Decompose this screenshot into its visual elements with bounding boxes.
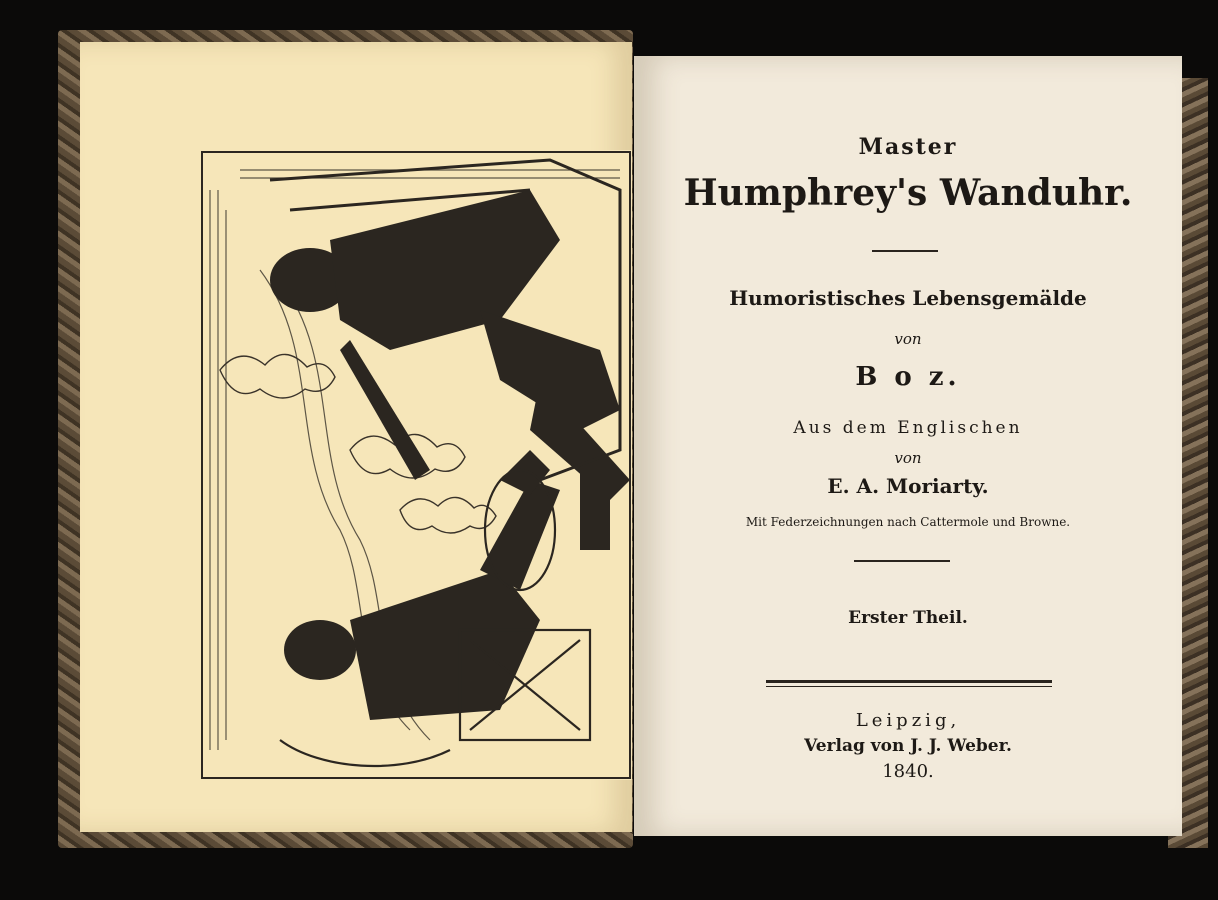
volume-label: Erster Theil. [848, 608, 968, 628]
subtitle: Humoristisches Lebensgemälde [729, 286, 1087, 310]
translation-note: Aus dem Englischen [793, 418, 1023, 438]
divider-short [872, 250, 938, 252]
translator-name: E. A. Moriarty. [827, 474, 989, 498]
open-book [58, 30, 1208, 850]
place: Leipzig, [855, 710, 961, 731]
author-name: B o z. [855, 362, 961, 392]
frontispiece-engraving [200, 150, 632, 780]
title-line-1: Master [858, 134, 958, 160]
von-label-1: von [894, 330, 922, 348]
frontispiece-page [80, 42, 632, 832]
illustrations-note: Mit Federzeichnungen nach Cattermole und Browne. [745, 515, 1071, 529]
year: 1840. [882, 761, 934, 782]
title-page [634, 56, 1182, 836]
double-rule-bottom [766, 686, 1052, 687]
divider-short-2 [854, 560, 950, 562]
double-rule-top [766, 680, 1052, 683]
title-line-2: Humphrey's Wanduhr. [683, 172, 1133, 214]
title-block [634, 56, 1182, 836]
von-label-2: von [894, 449, 922, 467]
publisher: Verlag von J. J. Weber. [804, 736, 1012, 756]
